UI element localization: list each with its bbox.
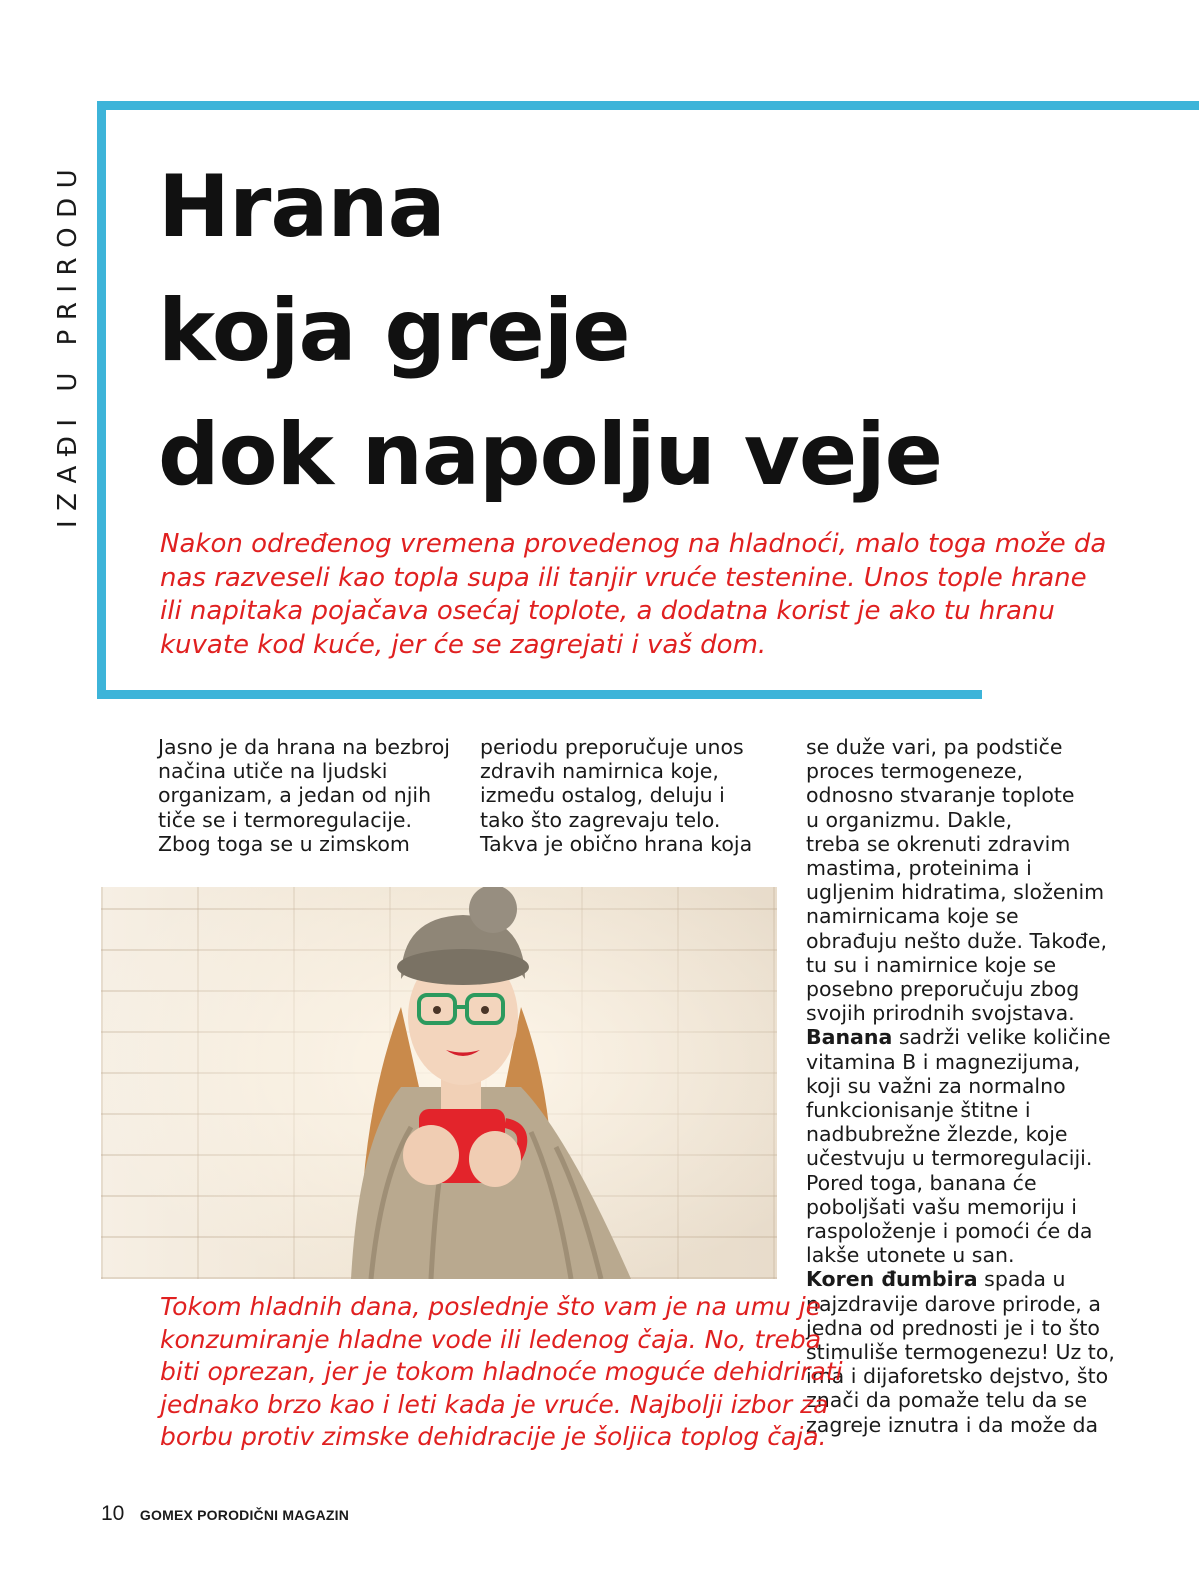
frame-left-bar — [97, 101, 106, 699]
col3-line: najzdravije darove prirode, a — [806, 1291, 1101, 1316]
col2-line: između ostalog, deluju i — [480, 783, 725, 808]
body-column-1 — [158, 735, 458, 856]
col2-line: periodu preporučuje unos — [480, 735, 744, 759]
section-label: IZAĐI U PRIRODU — [53, 159, 83, 528]
quote-line: konzumiranje hladne vode ili ledenog čaja. No, treba — [160, 1324, 822, 1354]
ginger-line — [806, 1267, 1126, 1291]
col3-line: jedna od prednosti je i to što — [806, 1315, 1100, 1340]
banana-line — [806, 1025, 1126, 1049]
col1-line: Jasno je da hrana na bezbroj — [158, 735, 450, 759]
col2-line: Takva je obično hrana koja — [480, 831, 753, 856]
col2-line: zdravih namirnica koje, — [480, 759, 719, 784]
page-number: 10 — [101, 1502, 125, 1525]
pull-quote — [160, 1291, 843, 1454]
col3-line: ugljenim hidratima, složenim — [806, 880, 1105, 905]
quote-line: Tokom hladnih dana, poslednje što vam je na umu je — [160, 1292, 822, 1321]
frame-top-bar — [97, 101, 1199, 110]
col1-line: organizam, a jedan od njih — [158, 783, 432, 808]
quote-line: biti oprezan, jer je tokom hladnoće moguće dehidrirati — [160, 1357, 843, 1386]
page-footer — [101, 1502, 349, 1526]
col3-line: poboljšati vašu memoriju i — [806, 1194, 1077, 1219]
magazine-name: GOMEX PORODIČNI MAGAZIN — [139, 1507, 350, 1523]
article-photo — [101, 887, 777, 1279]
headline-line-2: koja greje — [158, 281, 630, 381]
col3-line: mastima, proteinima i — [806, 856, 1032, 881]
col3-line: lakše utonete u san. — [806, 1243, 1015, 1268]
col3-line: stimuliše termogenezu! Uz to, — [806, 1340, 1115, 1365]
col1-line: načina utiče na ljudski — [158, 759, 388, 784]
ginger-term: Koren đumbira — [806, 1267, 978, 1292]
frame-bottom-bar — [97, 690, 982, 699]
col3-line: obrađuju nešto duže. Takođe, — [806, 928, 1108, 953]
col3-line: odnosno stvaranje toplote — [806, 783, 1075, 808]
banana-term: Banana — [806, 1025, 893, 1050]
col3-line: posebno preporučuju zbog — [806, 977, 1080, 1002]
body-column-2 — [480, 735, 770, 856]
banana-text: sadrži velike količine — [892, 1025, 1111, 1050]
col3-line: nadbubrežne žlezde, koje — [806, 1122, 1068, 1147]
col3-line: znači da pomaže telu da se — [806, 1388, 1088, 1413]
body-column-3 — [806, 735, 1126, 1437]
col3-line: funkcionisanje štitne i — [806, 1098, 1031, 1123]
lead-paragraph: Nakon određenog vremena provedenog na hladnoći, malo toga može da nas razveseli kao topla supa ili tanjir vruće testenine. Unos tople hrane ili napitaka pojačava osećaj toplote, a dodatna korist je ako tu hranu kuvate kod kuće, jer će se zagrejati i vaš dom. — [160, 529, 1107, 660]
col3-line: vitamina B i magnezijuma, — [806, 1049, 1081, 1074]
col3-line: proces termogeneze, — [806, 759, 1023, 784]
col1-line: Zbog toga se u zimskom — [158, 831, 410, 856]
headline — [158, 145, 942, 517]
col3-line: namirnicama koje se — [806, 904, 1019, 929]
col3-line: ima i dijaforetsko dejstvo, što — [806, 1364, 1109, 1389]
col3-line: Pored toga, banana će — [806, 1170, 1037, 1195]
col3-line: učestvuju u termoregulaciji. — [806, 1146, 1093, 1171]
col3-line: treba se okrenuti zdravim — [806, 831, 1071, 856]
col1-line: tiče se i termoregulacije. — [158, 807, 413, 832]
col3-line: u organizmu. Dakle, — [806, 807, 1013, 832]
col3-line: zagreje iznutra i da može da — [806, 1412, 1099, 1437]
col3-line: svojih prirodnih svojstava. — [806, 1001, 1075, 1026]
col3-line: se duže vari, pa podstiče — [806, 735, 1063, 759]
headline-line-1: Hrana — [158, 157, 445, 257]
quote-line: jednako brzo kao i leti kada je vruće. Najbolji izbor za — [160, 1389, 829, 1419]
col3-line: koji su važni za normalno — [806, 1073, 1066, 1098]
headline-line-3: dok napolju veje — [158, 405, 942, 505]
col2-line: tako što zagrevaju telo. — [480, 807, 721, 832]
col3-line: raspoloženje i pomoći će da — [806, 1219, 1093, 1244]
ginger-text: spada u — [977, 1267, 1066, 1292]
col3-line: tu su i namirnice koje se — [806, 952, 1057, 977]
quote-line: borbu protiv zimske dehidracije je šoljica toplog čaja. — [160, 1422, 827, 1451]
woman-with-mug-illustration — [101, 887, 777, 1279]
